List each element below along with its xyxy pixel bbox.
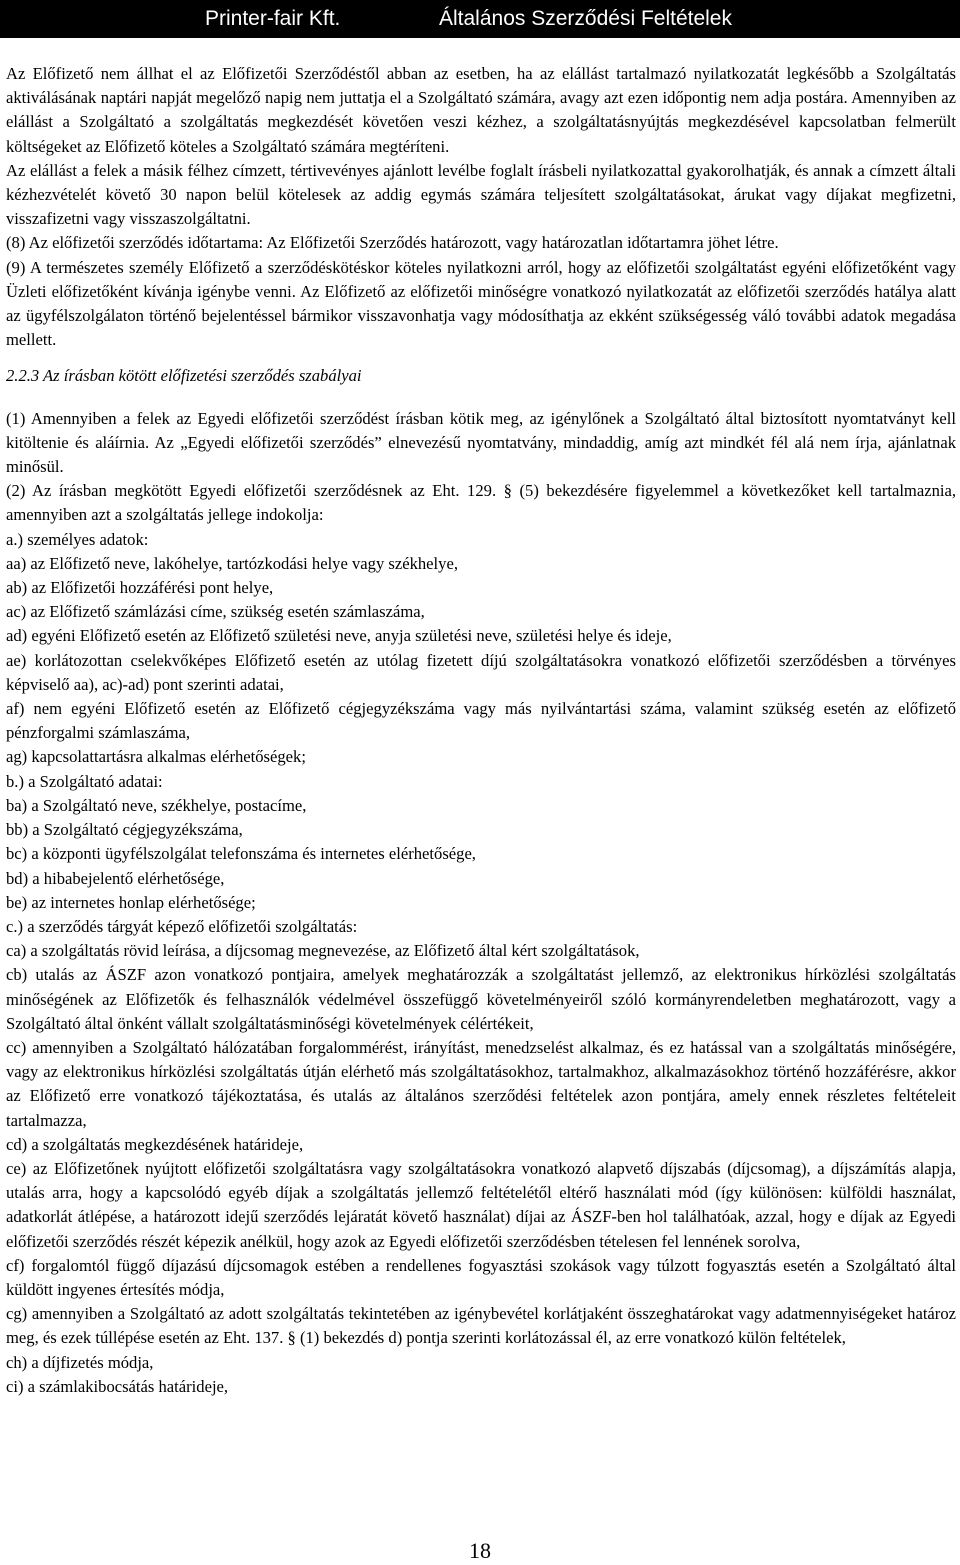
list-item: ce) az Előfizetőnek nyújtott előfizetői szolgáltatásra vagy szolgáltatásokra vonatkozó alapvető díjszabás (díjcsomag), a díjszámítás alapja, utalás arra, hogy a kapcsolódó egyéb díjak a szolgáltatás jellemző feltételétől eltérő használati mód (így különösen: külföldi használat, adatkorlát átlépése, a határozott idejű szerződés lejáratát követő használat) díjai az ÁSZF-ben hol találhatóak, azzal, hogy e díjak az Egyedi előfizetői szerződés részét képezik anélkül, hogy azok az Egyedi előfizetői szerződésben tételesen fel lennének sorolva, xyxy=(6,1158,956,1251)
list-item: ca) a szolgáltatás rövid leírása, a díjcsomag megnevezése, az Előfizető által kért szolgáltatások, xyxy=(6,941,640,961)
list-item: ad) egyéni Előfizető esetén az Előfizető születési neve, anyja születési neve, születési helye és ideje, xyxy=(6,626,672,646)
header-document-title: Általános Szerződési Feltételek xyxy=(439,7,732,30)
list-item: bd) a hibabejelentő elérhetősége, xyxy=(6,868,225,888)
list-item: cb) utalás az ÁSZF azon vonatkozó pontjaira, amelyek meghatározzák a szolgáltatást jellemző, az elektronikus hírközlési szolgáltatás minőségének az Előfizetők és felhasználók védelmével összefüggő követelményeiről szóló kormányrendeletben meghatározott, vagy a Szolgáltató által önként vállalt szolgáltatásminőségi követelmények célértékeit, xyxy=(6,965,956,1033)
list-item: bb) a Szolgáltató cégjegyzékszáma, xyxy=(6,820,243,840)
list-item: af) nem egyéni Előfizető esetén az Előfizető cégjegyzékszáma vagy más nyilvántartási száma, valamint szükség esetén az előfizető pénzforgalmi számlaszáma, xyxy=(6,699,956,743)
section-heading: 2.2.3 Az írásban kötött előfizetési szerződés szabályai xyxy=(6,366,362,386)
list-item: c.) a szerződés tárgyát képező előfizetői szolgáltatás: xyxy=(6,916,358,936)
section-paragraph-written-contract: (1) Amennyiben a felek az Egyedi előfizetői szerződést írásban kötik meg, az igénylőnek a Szolgáltató által biztosított nyomtatványt kell kitöltenie és aláírnia. Az „Egyedi előfizetői szerződés” elnevezésű nyomtatvány, mindaddig, amíg azt mindkét fél alá nem írja, ajánlatnak minősül. xyxy=(6,408,956,477)
list-item: ag) kapcsolattartásra alkalmas elérhetőségek; xyxy=(6,747,306,767)
list-item: ch) a díjfizetés módja, xyxy=(6,1352,154,1372)
paragraph-withdrawal: Az Előfizető nem állhat el az Előfizetői Szerződéstől abban az esetben, ha az elállást tartalmazó nyilatkozatát legkésőbb a Szolgáltatás aktiválásának naptári napját megelőző napig nem juttatja el a Szolgáltató számára, avagy azt ezen időpontig nem adja postára. Amennyiben az elállást a Szolgáltató a szolgáltatás megkezdését követően veszi kézhez, a szolgáltatásnyújtás megkezdésével kapcsolatban felmerült költségeket az Előfizető köteles a Szolgáltató számára megtéríteni. xyxy=(6,64,956,156)
header-company: Printer-fair Kft. xyxy=(205,7,341,30)
list-item: bc) a központi ügyfélszolgálat telefonszáma és internetes elérhetősége, xyxy=(6,844,476,864)
list-item: ac) az Előfizető számlázási címe, szükség esetén számlaszáma, xyxy=(6,602,425,622)
paragraph-contract-duration: (8) Az előfizetői szerződés időtartama: Az Előfizetői Szerződés határozott, vagy határozatlan időtartamra jöhet létre. xyxy=(6,233,779,253)
list-item: ab) az Előfizetői hozzáférési pont helye, xyxy=(6,578,274,598)
paragraph-subscriber-status: (9) A természetes személy Előfizető a szerződéskötéskor köteles nyilatkozni arról, hogy az előfizetői szolgáltatást egyéni előfizetőként vagy Üzleti előfizetőként kívánja igénybe venni. Az Előfizető az előfizetői minőségre vonatkozó nyilatkozatát az előfizetői szerződés hatálya alatt az ügyfélszolgálaton történő bejelentéssel bármikor visszavonhatja vagy módosíthatja az ekként szükségesség váló további adatok megadása mellett. xyxy=(6,257,956,350)
list-item: ae) korlátozottan cselekvőképes Előfizető esetén az utólag fizetett díjú szolgáltatásokra vonatkozó előfizetői szerződésben a törvényes képviselő aa), ac)-ad) pont szerinti adatai, xyxy=(6,650,956,694)
list-item: cd) a szolgáltatás megkezdésének határideje, xyxy=(6,1134,304,1154)
list-item: cf) forgalomtól függő díjazású díjcsomagok estében a rendellenes fogyasztási szokások vagy túlzott fogyasztás esetén a Szolgáltató által küldött ingyenes értesítés módja, xyxy=(6,1255,956,1299)
list-item: be) az internetes honlap elérhetősége; xyxy=(6,892,256,912)
page-header xyxy=(0,0,960,38)
list-item: cg) amennyiben a Szolgáltató az adott szolgáltatás tekintetében az igénybevétel korlátjaként összeghatárokat vagy adatmennyiségeket határoz meg, és ezek túllépése esetén az Eht. 137. § (1) bekezdés d) pontja szerinti korlátozással él, az erre vonatkozó külön feltételek, xyxy=(6,1304,956,1348)
list-item: a.) személyes adatok: xyxy=(6,529,149,549)
list-item: aa) az Előfizető neve, lakóhelye, tartózkodási helye vagy székhelye, xyxy=(6,553,458,573)
list-item: ci) a számlakibocsátás határideje, xyxy=(6,1376,229,1396)
document-body xyxy=(6,62,956,1399)
list-item: b.) a Szolgáltató adatai: xyxy=(6,771,163,791)
list-item: ba) a Szolgáltató neve, székhelye, postacíme, xyxy=(6,795,307,815)
section-paragraph-contents: (2) Az írásban megkötött Egyedi előfizetői szerződésnek az Eht. 129. § (5) bekezdésére figyelemmel a következőket kell tartalmaznia, amennyiben azt a szolgáltatás jellege indokolja: xyxy=(6,481,956,525)
list-item: cc) amennyiben a Szolgáltató hálózatában forgalommérést, irányítást, menedzselést alkalmaz, és ez hatással van a szolgáltatás minőségére, vagy az elektronikus hírközlési szolgáltatás útján elérhető más szolgáltatásokhoz, tartalmakhoz, alkalmazásokhoz történő hozzáférésre, akkor az Előfizető erre vonatkozó tájékoztatása, és utalás az általános szerződési feltételek azon pontjára, amely ennek részletes feltételeit tartalmazza, xyxy=(6,1037,956,1130)
page-number: 18 xyxy=(469,1538,491,1563)
paragraph-withdrawal-method: Az elállást a felek a másik félhez címzett, tértivevényes ajánlott levélbe foglalt írásbeli nyilatkozattal gyakorolhatják, és annak a címzett általi kézhezvételét követő 30 napon belül kötelesek az addig egymás számára teljesített szolgáltatásokat, árukat vagy díjakat megfizetni, visszafizetni vagy visszaszolgáltatni. xyxy=(6,160,956,229)
